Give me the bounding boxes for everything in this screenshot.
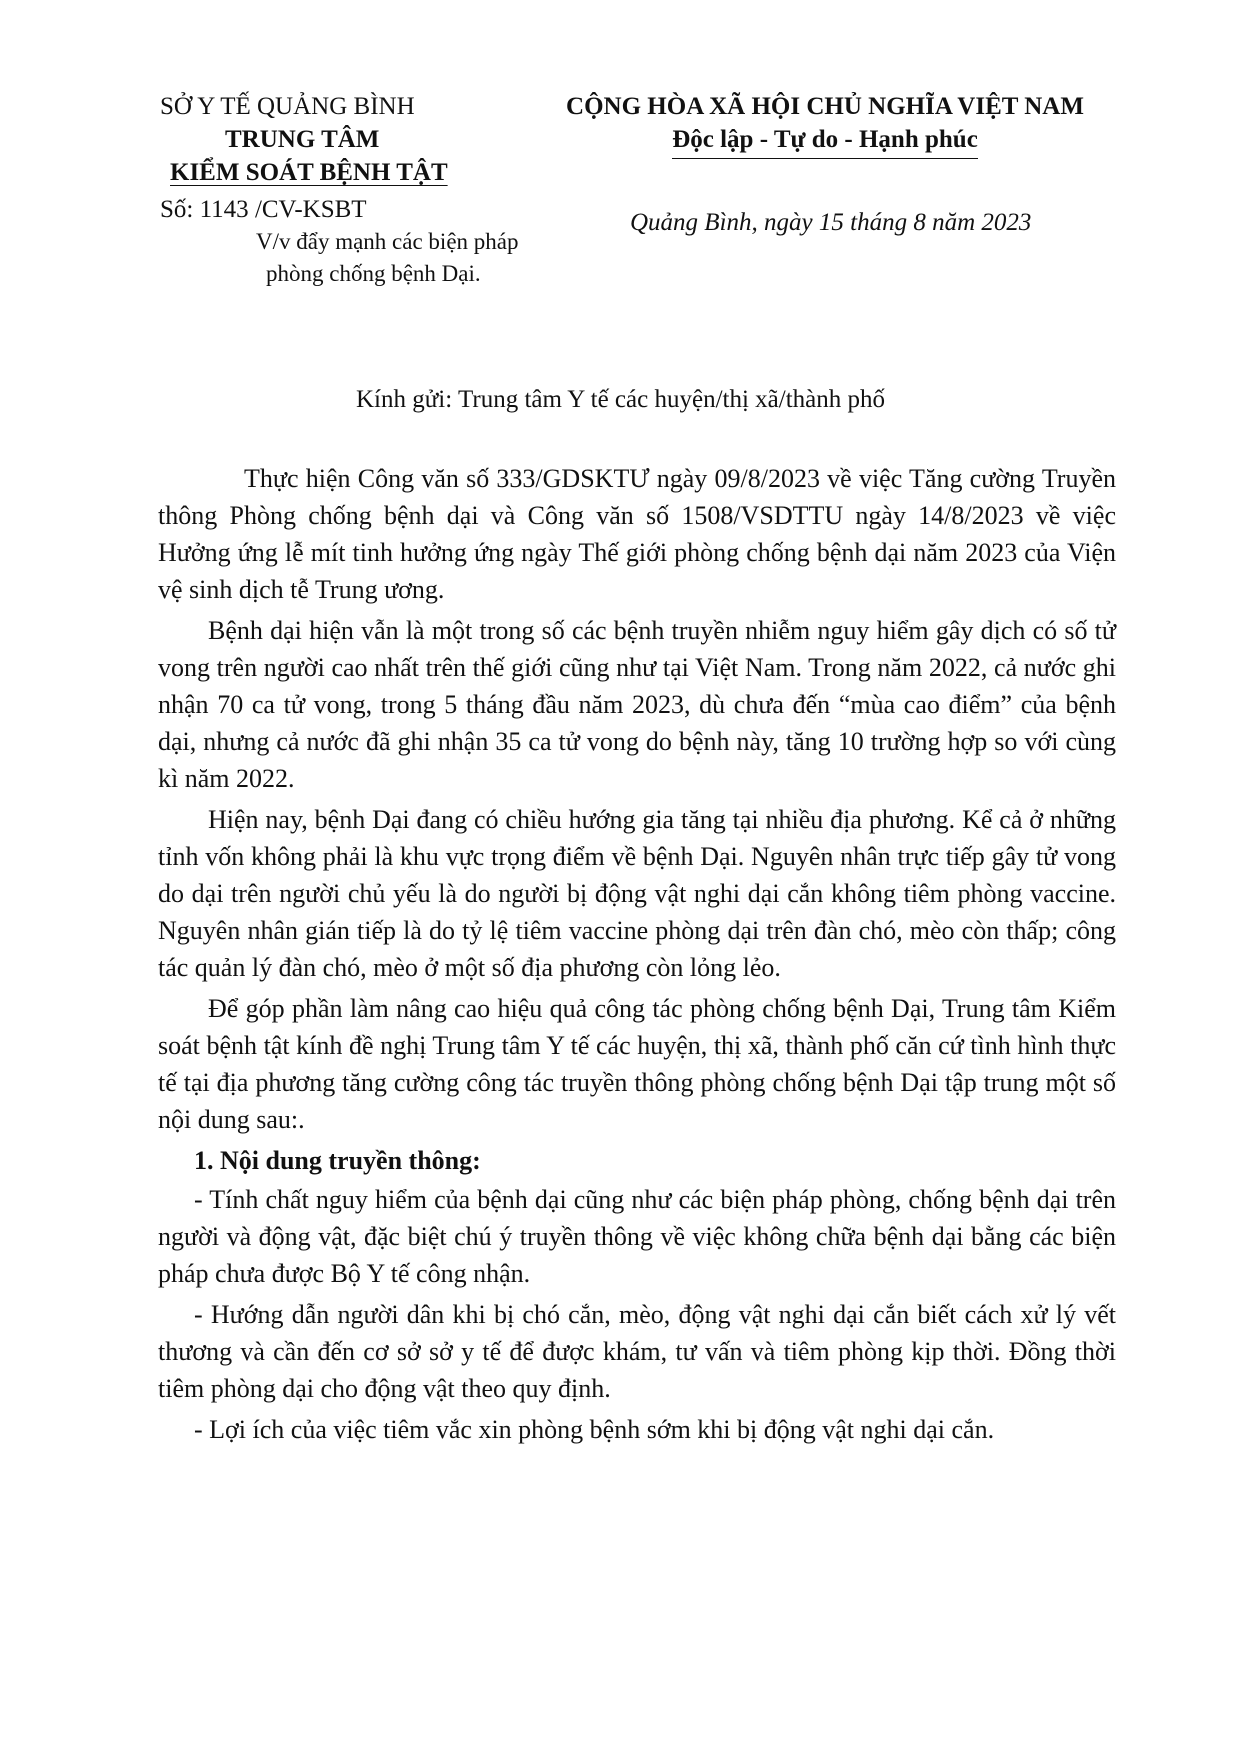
national-title: CỘNG HÒA XÃ HỘI CHỦ NGHĨA VIỆT NAM xyxy=(566,93,1084,120)
national-header-block xyxy=(530,90,1120,159)
subject-line1: V/v đẩy mạnh các biện pháp xyxy=(256,229,519,254)
issuing-agency-block xyxy=(130,90,519,290)
parent-organization: SỞ Y TẾ QUẢNG BÌNH xyxy=(160,93,415,120)
body-paragraph-2: Bệnh dại hiện vẫn là một trong số các bệnh truyền nhiễm nguy hiểm gây dịch có số tử vong trên người cao nhất trên thế giới cũng như tại Việt Nam. Trong năm 2022, cả nước ghi nhận 70 ca tử vong, trong 5 tháng đầu năm 2023, dù chưa đến “mùa cao điểm” của bệnh dại, nhưng cả nước đã ghi nhận 35 ca tử vong do bệnh này, tăng 10 trường hợp so với cùng kì năm 2022. xyxy=(158,616,1116,793)
organization-name-line2: KIỂM SOÁT BỆNH TẬT xyxy=(170,159,448,186)
section-1-bullet-2: - Hướng dẫn người dân khi bị chó cắn, mèo, động vật nghi dại cắn biết cách xử lý vết thương và cần đến cơ sở sở y tế để được khám, tư vấn và tiêm phòng kịp thời. Đồng thời tiêm phòng dại cho động vật theo quy định. xyxy=(158,1300,1116,1403)
recipient-line: Kính gửi: Trung tâm Y tế các huyện/thị xã/thành phố xyxy=(356,386,885,413)
document-number xyxy=(160,193,500,226)
section-1-bullet-3: - Lợi ích của việc tiêm vắc xin phòng bệnh sớm khi bị động vật nghi dại cắn. xyxy=(194,1415,995,1444)
document-number-label: Số: xyxy=(160,196,194,223)
body-paragraph-4: Để góp phần làm nâng cao hiệu quả công tác phòng chống bệnh Dại, Trung tâm Kiểm soát bệnh tật kính đề nghị Trung tâm Y tế các huyện, thị xã, thành phố căn cứ tình hình thực tế tại địa phương tăng cường công tác truyền thông phòng chống bệnh Dại tập trung một số nội dung sau:. xyxy=(158,994,1116,1134)
section-1-title: 1. Nội dung truyền thông: xyxy=(194,1146,481,1175)
body-paragraph-3: Hiện nay, bệnh Dại đang có chiều hướng gia tăng tại nhiều địa phương. Kể cả ở những tỉnh vốn không phải là khu vực trọng điểm về bệnh Dại. Nguyên nhân trực tiếp gây tử vong do dại trên người chủ yếu là do người bị động vật nghi dại cắn không tiêm phòng vaccine. Nguyên nhân gián tiếp là do tỷ lệ tiêm vaccine phòng dại trên đàn chó, mèo còn thấp; công tác quản lý đàn chó, mèo ở một số địa phương còn lỏng lẻo. xyxy=(158,805,1116,982)
organization-name-line1: TRUNG TÂM xyxy=(225,126,380,153)
subject-line2: phòng chống bệnh Dại. xyxy=(266,261,481,286)
document-number-value: 1143 xyxy=(199,196,249,223)
document-body xyxy=(158,460,1116,1452)
section-1-bullet-1: - Tính chất nguy hiểm của bệnh dại cũng như các biện pháp phòng, chống bệnh dại trên người và động vật, đặc biệt chú ý truyền thông về việc không chữa bệnh dại bằng các biện pháp chưa được Bộ Y tế công nhận. xyxy=(158,1185,1116,1288)
document-number-suffix: /CV-KSBT xyxy=(254,196,367,223)
national-motto: Độc lập - Tự do - Hạnh phúc xyxy=(672,123,978,159)
place-and-date: Quảng Bình, ngày 15 tháng 8 năm 2023 xyxy=(630,209,1032,236)
body-paragraph-1: Thực hiện Công văn số 333/GDSKTƯ ngày 09/8/2023 về việc Tăng cường Truyền thông Phòng chống bệnh dại và Công văn số 1508/VSDTTU ngày 14/8/2023 về việc Hưởng ứng lễ mít tinh hưởng ứng ngày Thế giới phòng chống bệnh dại năm 2023 của Viện vệ sinh dịch tễ Trung ương. xyxy=(158,464,1116,604)
